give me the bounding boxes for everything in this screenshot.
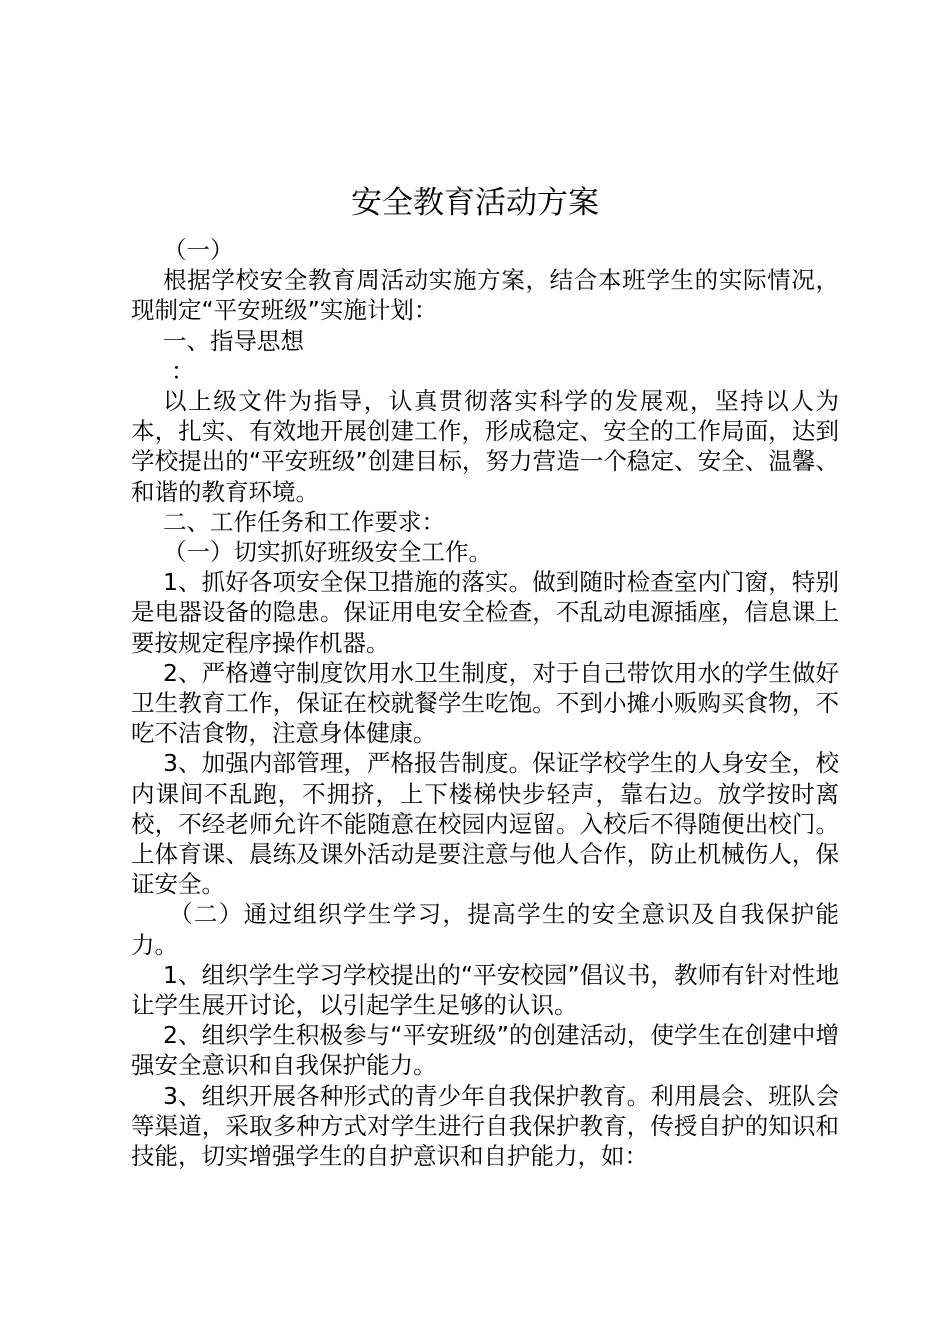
item-1-security-measures: 1、抓好各项安全保卫措施的落实。做到随时检查室内门窗，特别是电器设备的隐患。保证用电安全检查，不乱动电源插座，信息课上要按规定程序操作机器。	[131, 568, 839, 657]
item-1-safe-campus-proposal: 1、组织学生学习学校提出的“平安校园”倡议书，教师有针对性地让学生展开讨论，以引起学生足够的认识。	[131, 960, 839, 1020]
document-body	[131, 235, 839, 1171]
subheading-class-safety: （一）切实抓好班级安全工作。	[163, 538, 492, 567]
document-title: 安全教育活动方案	[351, 185, 599, 221]
subheading-student-learning: （二）通过组织学生学习，提高学生的安全意识及自我保护能力。	[131, 900, 839, 959]
heading-guiding-thought: 一、指导思想	[163, 326, 304, 355]
item-2-safe-class-activity: 2、组织学生积极参与“平安班级”的创建活动，使学生在创建中增强安全意识和自我保护能力。	[131, 1021, 839, 1080]
section-marker-1: （一）	[163, 236, 234, 264]
intro-paragraph: 根据学校安全教育周活动实施方案，结合本班学生的实际情况，现制定“平安班级”实施计划：	[131, 266, 839, 325]
heading-tasks: 二、工作任务和工作要求：	[163, 507, 445, 536]
item-3-self-protection-education: 3、组织开展各种形式的青少年自我保护教育。利用晨会、班队会等渠道，采取多种方式对学生进行自我保护教育，传授自护的知识和技能，切实增强学生的自护意识和自护能力，如：	[131, 1081, 839, 1171]
guiding-thought-paragraph: 以上级文件为指导，认真贯彻落实科学的发展观，坚持以人为本，扎实、有效地开展创建工作，形成稳定、安全的工作局面，达到学校提出的“平安班级”创建目标，努力营造一个稳定、安全、温馨、和谐的教育环境。	[131, 387, 839, 506]
colon-line: ：	[171, 356, 195, 385]
item-3-internal-management: 3、加强内部管理，严格报告制度。保证学校学生的人身安全，校内课间不乱跑，不拥挤，上下楼梯快步轻声，靠右边。放学按时离校，不经老师允许不能随意在校园内逗留。入校后不得随便出校门。上体育课、晨练及课外活动是要注意与他人合作，防止机械伤人，保证安全。	[131, 749, 839, 899]
item-2-water-hygiene: 2、严格遵守制度饮用水卫生制度，对于自己带饮用水的学生做好卫生教育工作，保证在校就餐学生吃饱。不到小摊小贩购买食物，不吃不洁食物，注意身体健康。	[131, 658, 839, 748]
